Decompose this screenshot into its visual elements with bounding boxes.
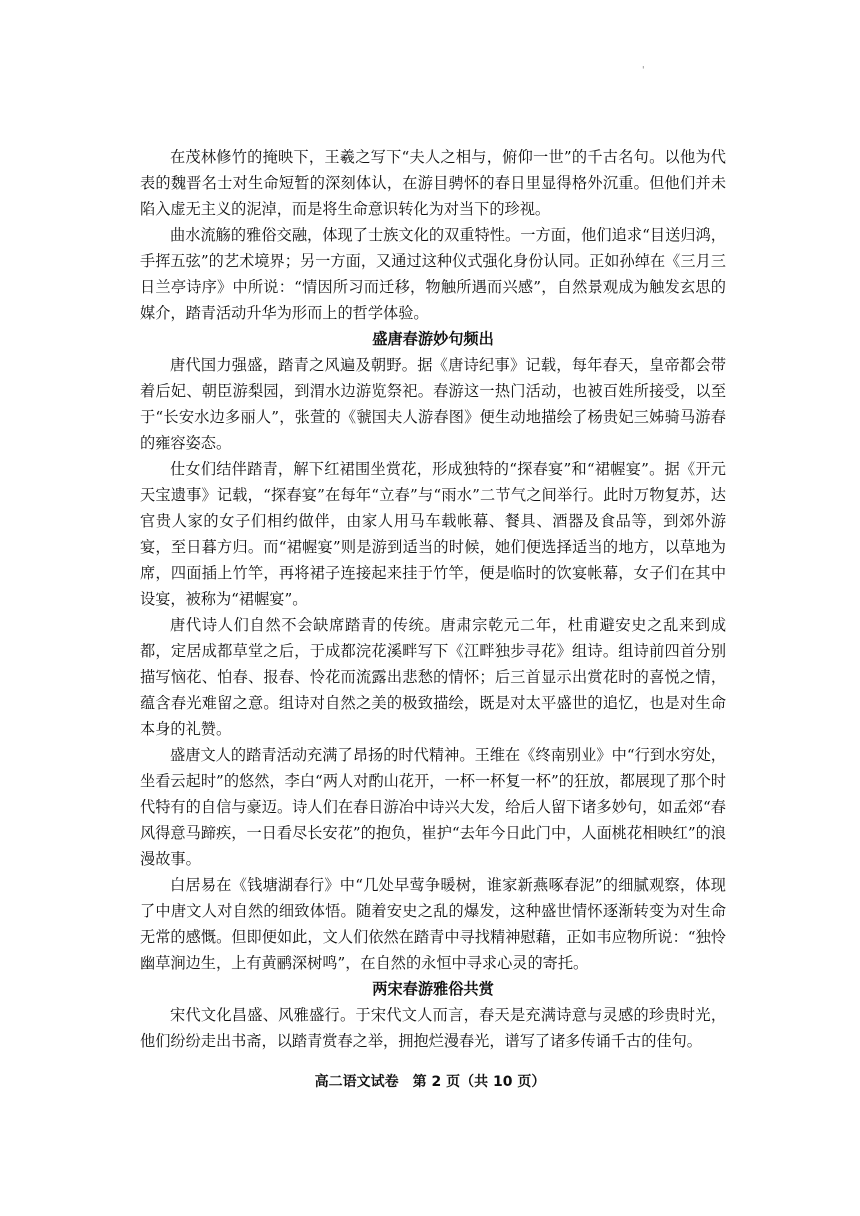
paragraph: 白居易在《钱塘湖春行》中“几处早莺争暖树，谁家新燕啄春泥”的细腻观察，体现了中唐文人对自然的细致体悟。随着安史之乱的爆发，这种盛世情怀逐渐转变为对生命无常的感慨。但即便如此，文人们依然在踏青中寻找精神慰藉，正如韦应物所说：“独怜幽草涧边生，上有黄鹂深树鸣”，在自然的永恒中寻求心灵的寄托。 [140, 876, 726, 972]
paragraph: 在茂林修竹的掩映下，王羲之写下“夫人之相与，俯仰一世”的千古名句。以他为代表的魏晋名士对生命短暂的深刻体认，在游目骋怀的春日里显得格外沉重。但他们并未陷入虚无主义的泥淖，而是将生命意识转化为对当下的珍视。 [140, 148, 726, 218]
article-body [140, 144, 726, 1054]
section-heading: 盛唐春游妙句频出 [372, 330, 494, 348]
paragraph: 盛唐文人的踏青活动充满了昂扬的时代精神。王维在《终南别业》中“行到水穷处，坐看云起时”的悠然，李白“两人对酌山花开，一杯一杯复一杯”的狂放，都展现了那个时代特有的自信与豪迈。诗人们在春日游冶中诗兴大发，给后人留下诸多妙句，如孟郊“春风得意马蹄疾，一日看尽长安花”的抱负，崔护“去年今日此门中，人面桃花相映红”的浪漫故事。 [140, 746, 726, 868]
paragraph: 唐代诗人们自然不会缺席踏青的传统。唐肃宗乾元二年，杜甫避安史之乱来到成都，定居成都草堂之后，于成都浣花溪畔写下《江畔独步寻花》组诗。组诗前四首分别描写恼花、怕春、报春、怜花而流露出悲愁的情怀；后三首显示出赏花时的喜悦之情，蕴含春光难留之意。组诗对自然之美的极致描绘，既是对太平盛世的追忆，也是对生命本身的礼赞。 [140, 616, 726, 738]
page-footer: 高二语文试卷 第 2 页（共 10 页） [314, 1074, 546, 1090]
paragraph: 曲水流觞的雅俗交融，体现了士族文化的双重特性。一方面，他们追求“目送归鸿，手挥五弦”的艺术境界；另一方面，又通过这种仪式强化身份认同。正如孙绰在《三月三日兰亭诗序》中所说：“情因所习而迁移，物触所遇而兴感”，自然景观成为触发玄思的媒介，踏青活动升华为形而上的哲学体验。 [140, 226, 726, 322]
section-heading: 两宋春游雅俗共赏 [372, 980, 494, 998]
paragraph: 宋代文化昌盛、风雅盛行。于宋代文人而言，春天是充满诗意与灵感的珍贵时光，他们纷纷走出书斋，以踏青赏春之举，拥抱烂漫春光，谱写了诸多传诵千古的佳句。 [140, 1006, 726, 1050]
paragraph: 唐代国力强盛，踏青之风遍及朝野。据《唐诗纪事》记载，每年春天，皇帝都会带着后妃、朝臣游梨园，到渭水边游览祭祀。春游这一热门活动，也被百姓所接受，以至于“长安水边多丽人”，张萱的《虢国夫人游春图》便生动地描绘了杨贵妃三姊骑马游春的雍容姿态。 [140, 356, 726, 452]
page-mark: ' [642, 66, 645, 76]
paragraph: 仕女们结伴踏青，解下红裙围坐赏花，形成独特的“探春宴”和“裙幄宴”。据《开元天宝遗事》记载，“探春宴”在每年“立春”与“雨水”二节气之间举行。此时万物复苏，达官贵人家的女子们相约做伴，由家人用马车载帐幕、餐具、酒器及食品等，到郊外游宴，至日暮方归。而“裙幄宴”则是游到适当的时候，她们便选择适当的地方，以草地为席，四面插上竹竿，再将裙子连接起来挂于竹竿，便是临时的饮宴帐幕，女子们在其中设宴，被称为“裙幄宴”。 [140, 460, 726, 608]
